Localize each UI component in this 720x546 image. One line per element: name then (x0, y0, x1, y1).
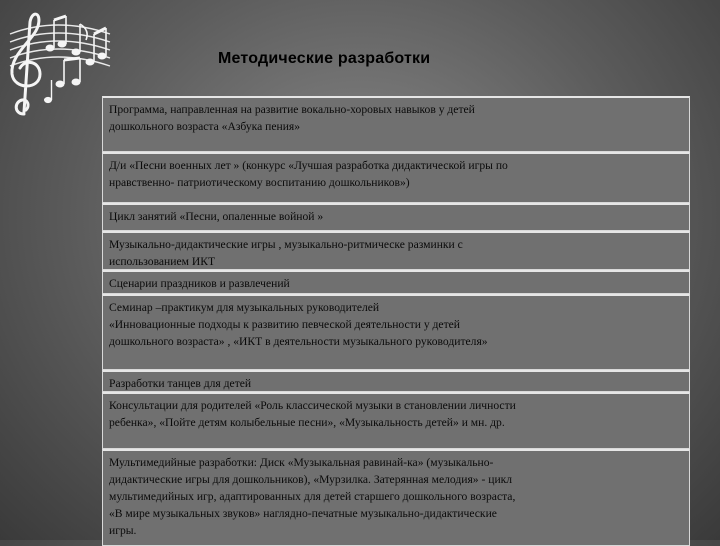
page-title: Методические разработки (218, 50, 431, 67)
list-item: Мультимедийные разработки: Диск «Музыкальная равинай-ка» (музыкально- дидактические игры для дошкольников), «Мурзилка. Затерянная мелодия» - цикл мультимедийных игр, адаптированных для детей старшего дошкольного возраста, «В мире музыкальных звуков» наглядно-печатные музыкально-дидактические игры. (102, 449, 690, 546)
list-item: Программа, направленная на развитие вокально-хоровых навыков у детей дошкольного возраста «Азбука пения» (102, 96, 690, 152)
items-list (102, 96, 690, 546)
list-item: Д/и «Песни военных лет » (конкурс «Лучшая разработка дидактической игры по нравственно- патриотическому воспитанию дошкольников») (102, 152, 690, 203)
list-item: Музыкально-дидактические игры , музыкально-ритмическе разминки с использованием ИКТ (102, 231, 690, 270)
list-item: Цикл занятий «Песни, опаленные войной » (102, 203, 690, 231)
treble-clef-notes-icon (2, 4, 112, 124)
list-item: Разработки танцев для детей (102, 370, 690, 392)
list-item: Семинар –практикум для музыкальных руководителей «Инновационные подходы к развитию певческой деятельности у детей дошкольного возраста» , «ИКТ в деятельности музыкального руководителя» (102, 294, 690, 370)
list-item: Консультации для родителей «Роль классической музыки в становлении личности ребенка», «Пойте детям колыбельные песни», «Музыкальность детей» и мн. др. (102, 392, 690, 449)
list-item: Сценарии праздников и развлечений (102, 270, 690, 294)
